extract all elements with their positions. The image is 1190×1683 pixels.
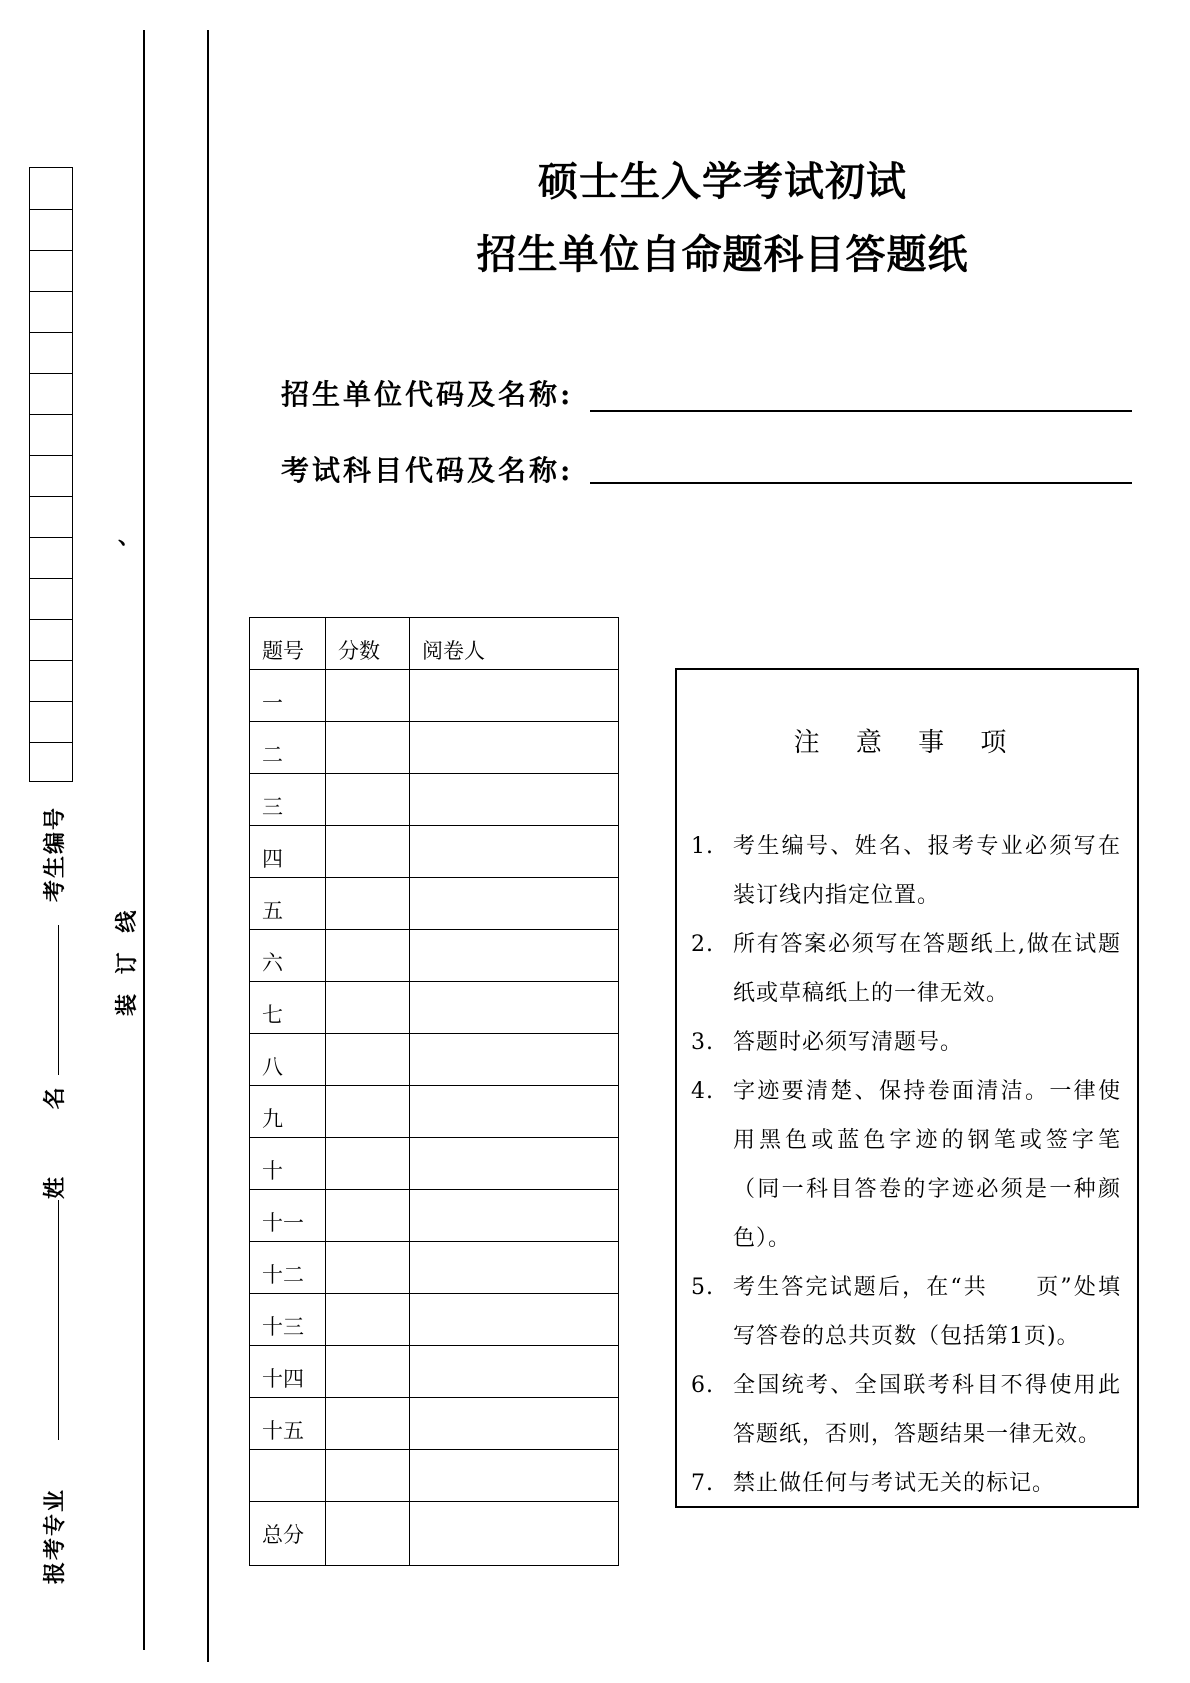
notice-item-number: 6. — [691, 1373, 714, 1398]
notice-item-text: 答题时必须写清题号。 — [733, 1030, 964, 1055]
subject-code-input-line[interactable] — [590, 482, 1132, 484]
notice-item — [691, 920, 1121, 1018]
unit-code-label: 招生单位代码及名称: — [281, 378, 574, 411]
question-no: 四 — [250, 826, 326, 878]
notice-item — [691, 1361, 1121, 1459]
name-label: 姓 名 — [42, 1057, 68, 1199]
score-cell[interactable] — [326, 722, 410, 774]
score-cell[interactable] — [326, 930, 410, 982]
notice-item-text: 字迹要清楚、保持卷面清洁。一律使用黑色或蓝色字迹的钢笔或签字笔（同一科目答卷的字迹必须是一种颜色）。 — [733, 1079, 1121, 1251]
page-title-line1: 硕士生入学考试初试 — [538, 158, 907, 205]
grader-cell[interactable] — [410, 878, 619, 930]
grader-cell[interactable] — [410, 722, 619, 774]
question-no: 二 — [250, 722, 326, 774]
table-row — [250, 982, 619, 1034]
name-write-line[interactable] — [58, 925, 59, 1075]
exam-number-label: 考生编号 — [42, 805, 68, 902]
notice-item-text: 所有答案必须写在答题纸上,做在试题纸或草稿纸上的一律无效。 — [733, 932, 1121, 1006]
notice-list — [691, 822, 1121, 1508]
notice-item-number: 2. — [691, 932, 714, 957]
total-label: 总分 — [250, 1502, 326, 1566]
notice-item-number: 7. — [691, 1471, 714, 1496]
score-cell[interactable] — [326, 1450, 410, 1502]
grader-cell[interactable] — [410, 930, 619, 982]
table-row — [250, 1398, 619, 1450]
notice-item-number: 1. — [691, 834, 714, 859]
grader-cell[interactable] — [410, 1450, 619, 1502]
total-score-cell[interactable] — [326, 1502, 410, 1566]
unit-code-input-line[interactable] — [590, 410, 1132, 412]
grader-cell[interactable] — [410, 1138, 619, 1190]
grader-cell[interactable] — [410, 1346, 619, 1398]
score-cell[interactable] — [326, 1190, 410, 1242]
score-cell[interactable] — [326, 1294, 410, 1346]
notice-item-text: 考生答完试题后，在“共 页”处填写答卷的总共页数（包括第1页)。 — [733, 1275, 1121, 1349]
score-cell[interactable] — [326, 1086, 410, 1138]
page-title-line2: 招生单位自命题科目答题纸 — [476, 231, 969, 278]
notice-item-number: 3. — [691, 1030, 714, 1055]
notice-box — [675, 668, 1139, 1508]
score-cell[interactable] — [326, 774, 410, 826]
grader-cell[interactable] — [410, 982, 619, 1034]
question-no: 七 — [250, 982, 326, 1034]
table-row — [250, 826, 619, 878]
table-row — [250, 1346, 619, 1398]
grader-cell[interactable] — [410, 1086, 619, 1138]
total-grader-cell[interactable] — [410, 1502, 619, 1566]
score-cell[interactable] — [326, 982, 410, 1034]
table-row — [250, 878, 619, 930]
header-grader: 阅卷人 — [410, 618, 619, 670]
grader-cell[interactable] — [410, 1294, 619, 1346]
score-table-header — [250, 618, 619, 670]
table-row — [250, 1242, 619, 1294]
notice-item-text: 考生编号、姓名、报考专业必须写在装订线内指定位置。 — [733, 834, 1121, 908]
score-cell[interactable] — [326, 670, 410, 722]
notice-item — [691, 822, 1121, 920]
notice-title: 注 意 事 项 — [793, 728, 1021, 758]
table-row — [250, 1138, 619, 1190]
question-no: 六 — [250, 930, 326, 982]
notice-item-text: 全国统考、全国联考科目不得使用此答题纸，否则，答题结果一律无效。 — [733, 1373, 1121, 1447]
question-no: 十五 — [250, 1398, 326, 1450]
total-row — [250, 1502, 619, 1566]
notice-item — [691, 1018, 1121, 1067]
grader-cell[interactable] — [410, 1034, 619, 1086]
header-score: 分数 — [326, 618, 410, 670]
major-label: 报考专业 — [42, 1487, 68, 1584]
question-no: 一 — [250, 670, 326, 722]
question-no: 十 — [250, 1138, 326, 1190]
table-row — [250, 1450, 619, 1502]
notice-item — [691, 1067, 1121, 1263]
binding-line-label: 装 订 线 — [114, 904, 140, 1016]
score-cell[interactable] — [326, 1398, 410, 1450]
notice-item-number: 4. — [691, 1079, 714, 1104]
question-no — [250, 1450, 326, 1502]
grader-cell[interactable] — [410, 1190, 619, 1242]
score-cell[interactable] — [326, 1346, 410, 1398]
table-row — [250, 670, 619, 722]
score-cell[interactable] — [326, 826, 410, 878]
table-row — [250, 1034, 619, 1086]
question-no: 十二 — [250, 1242, 326, 1294]
notice-item-text: 禁止做任何与考试无关的标记。 — [733, 1471, 1056, 1496]
score-cell[interactable] — [326, 1034, 410, 1086]
question-no: 八 — [250, 1034, 326, 1086]
grader-cell[interactable] — [410, 826, 619, 878]
table-row — [250, 930, 619, 982]
major-write-line[interactable] — [58, 1200, 59, 1440]
grader-cell[interactable] — [410, 774, 619, 826]
score-cell[interactable] — [326, 878, 410, 930]
question-no: 十四 — [250, 1346, 326, 1398]
score-cell[interactable] — [326, 1242, 410, 1294]
question-no: 十一 — [250, 1190, 326, 1242]
notice-item — [691, 1263, 1121, 1361]
table-row — [250, 1294, 619, 1346]
side-mark: 、 — [118, 524, 141, 550]
table-row — [250, 1190, 619, 1242]
subject-code-label: 考试科目代码及名称: — [281, 454, 574, 487]
table-row — [250, 1086, 619, 1138]
grader-cell[interactable] — [410, 1398, 619, 1450]
score-cell[interactable] — [326, 1138, 410, 1190]
binding-line-outer — [143, 30, 145, 1650]
grader-cell[interactable] — [410, 1242, 619, 1294]
header-question-no: 题号 — [250, 618, 326, 670]
table-row — [250, 722, 619, 774]
exam-number-boxes[interactable] — [29, 167, 73, 782]
question-no: 三 — [250, 774, 326, 826]
question-no: 九 — [250, 1086, 326, 1138]
question-no: 十三 — [250, 1294, 326, 1346]
notice-item-number: 5. — [691, 1275, 714, 1300]
question-no: 五 — [250, 878, 326, 930]
notice-item — [691, 1459, 1121, 1508]
grader-cell[interactable] — [410, 670, 619, 722]
table-row — [250, 774, 619, 826]
score-table — [249, 617, 619, 1566]
